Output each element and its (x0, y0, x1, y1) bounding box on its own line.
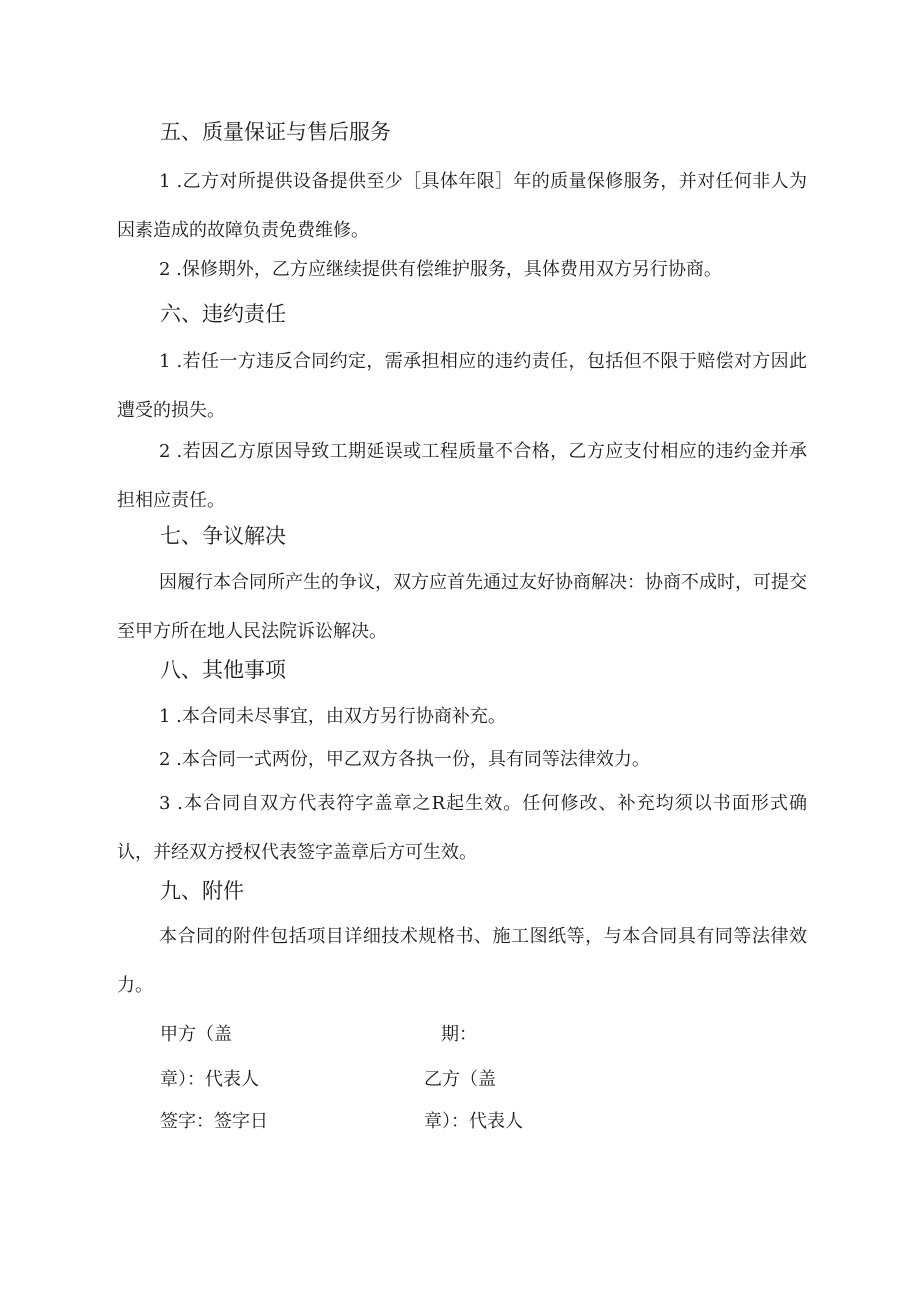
paragraph-other-2: 2 .本合同一式两份，甲乙双方各执一份，具有同等法律效力。 (159, 749, 650, 770)
signature-party-a-representative: 章）：代表人 (160, 1069, 259, 1090)
section-title-liability: 六、违约责任 (160, 302, 286, 326)
paragraph-quality-2: 2 .保修期外，乙方应继续提供有偿维护服务，具体费用双方另行协商。 (159, 259, 722, 280)
signature-party-b-representative: 章）：代表人 (424, 1111, 523, 1132)
section-title-dispute: 七、争议解决 (160, 524, 286, 548)
paragraph-attachment-1: 本合同的附件包括项目详细技术规格书、施工图纸等，与本合同具有同等法律效力。 (117, 926, 807, 996)
signature-party-b-seal: 乙方（盖 (424, 1069, 496, 1090)
paragraph-other-3: 3 .本合同自双方代表符字盖章之R起生效。任何修改、补充均须以书面形式确认，并经双方授权代表签字盖章后方可生效。 (117, 793, 807, 863)
paragraph-dispute-1: 因履行本合同所产生的争议，双方应首先通过友好协商解决：协商不成时，可提交至甲方所在地人民法院诉讼解决。 (117, 572, 807, 642)
section-title-other: 八、其他事项 (160, 658, 286, 682)
signature-party-a-seal: 甲方（盖 (160, 1024, 232, 1045)
signature-date-label: 期： (441, 1024, 477, 1045)
paragraph-other-1: 1 .本合同未尽事宜，由双方另行协商补充。 (159, 706, 506, 727)
paragraph-liability-1: 1 .若任一方违反合同约定，需承担相应的违约责任，包括但不限于赔偿对方因此遭受的损失。 (117, 351, 807, 421)
signature-party-a-sign-date: 签字：签字日 (160, 1111, 268, 1132)
section-title-quality: 五、质量保证与售后服务 (160, 120, 391, 144)
paragraph-liability-2: 2 .若因乙方原因导致工期延误或工程质量不合格，乙方应支付相应的违约金并承担相应责任。 (117, 441, 807, 511)
paragraph-quality-1: 1 .乙方对所提供设备提供至少［具体年限］年的质量保修服务，并对任何非人为因素造成的故障负责免费维修。 (117, 171, 807, 241)
section-title-attachment: 九、附件 (160, 879, 244, 903)
